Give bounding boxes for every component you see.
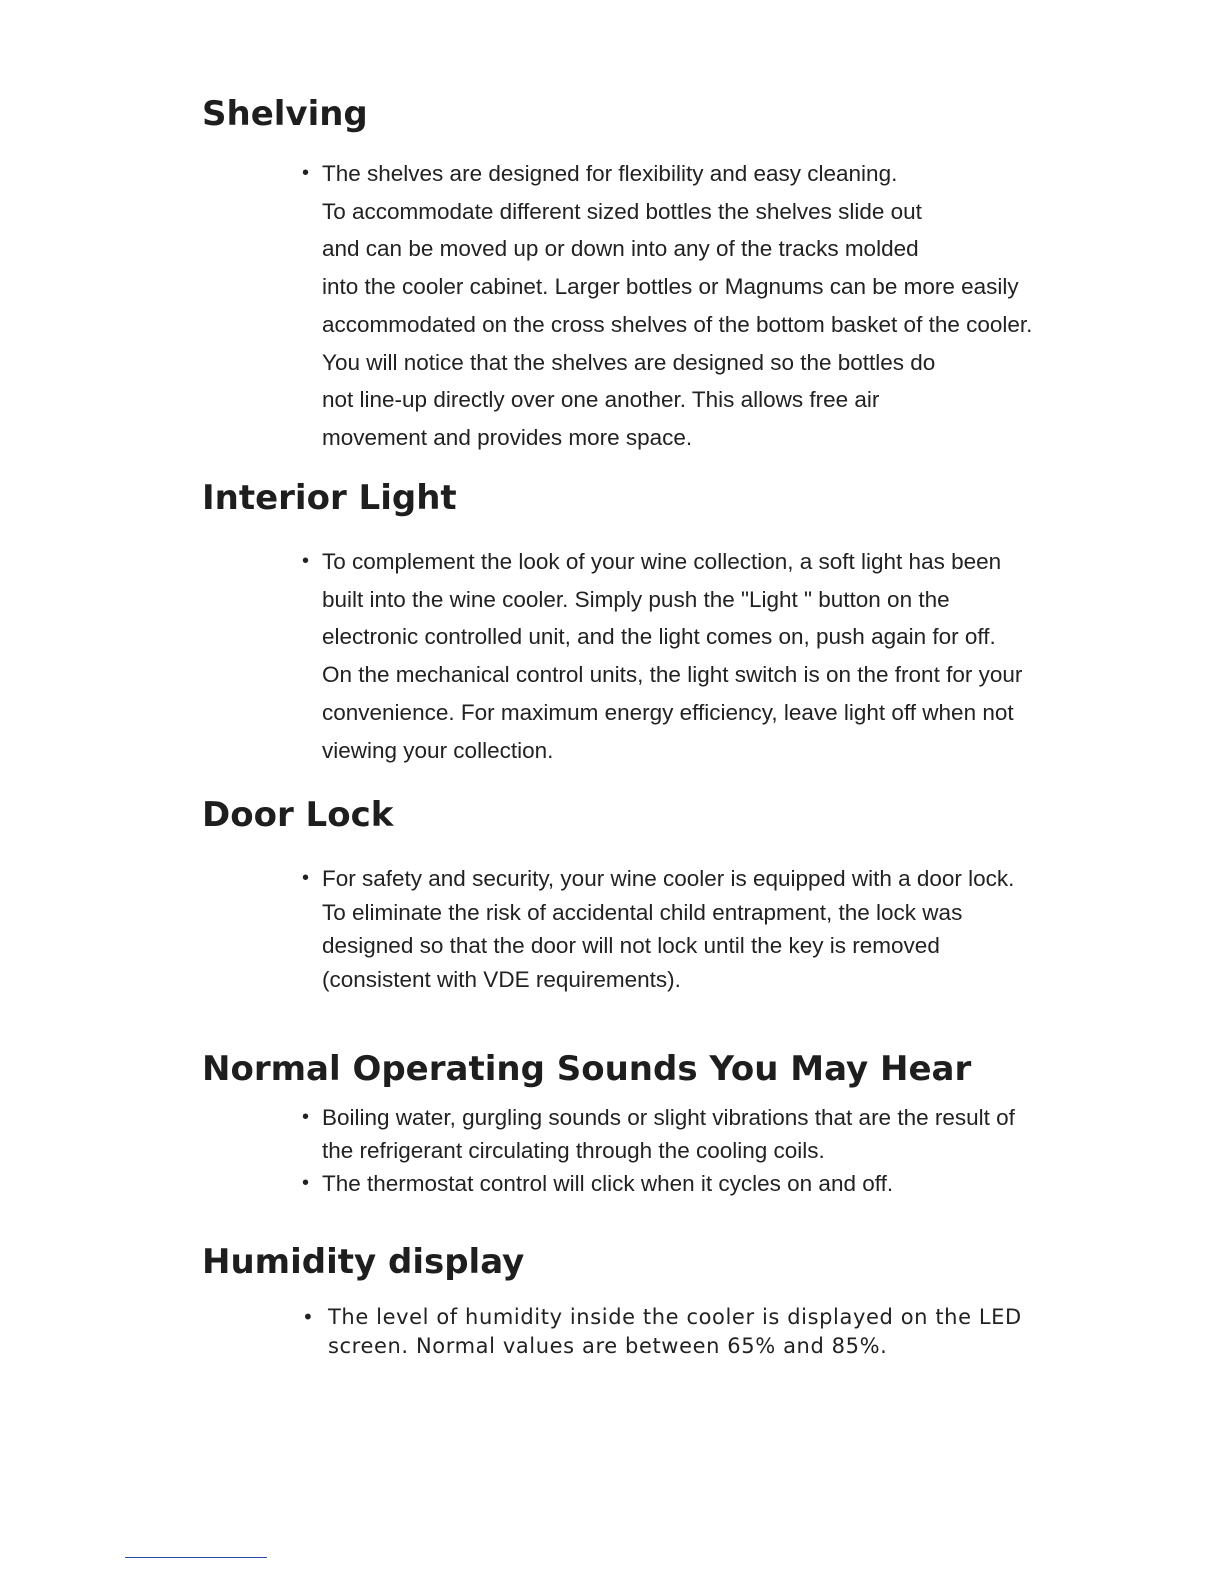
interior-light-bullet — [302, 543, 1062, 769]
operating-sounds-content — [302, 1101, 1062, 1200]
shelving-content — [302, 155, 1062, 457]
operating-sounds-line: the refrigerant circulating through the cooling coils. — [322, 1138, 825, 1163]
operating-sounds-line: Boiling water, gurgling sounds or slight vibrations that are the result of — [322, 1105, 1015, 1130]
interior-light-line: viewing your collection. — [322, 737, 554, 763]
door-lock-line: (consistent with VDE requirements). — [322, 966, 681, 992]
interior-light-line: On the mechanical control units, the light switch is on the front for your — [322, 662, 1023, 688]
bullet-dot: • — [302, 1172, 310, 1194]
shelving-line: accommodated on the cross shelves of the bottom basket of the cooler. — [322, 311, 1033, 337]
humidity-content — [302, 1303, 1062, 1361]
shelving-line: and can be moved up or down into any of the tracks molded — [322, 236, 919, 262]
footer-rule — [125, 1557, 267, 1558]
bullet-dot: • — [302, 162, 310, 184]
humidity-line: The level of humidity inside the cooler is displayed on the LED — [328, 1305, 1022, 1329]
bullet-dot: • — [302, 867, 310, 889]
interior-light-line: built into the wine cooler. Simply push the "Light " button on the — [322, 586, 950, 612]
interior-light-line: To complement the look of your wine collection, a soft light has been — [322, 549, 1002, 574]
humidity-line: screen. Normal values are between 65% and 85%. — [328, 1334, 888, 1358]
heading-humidity-display: Humidity display — [202, 1242, 525, 1282]
heading-door-lock: Door Lock — [202, 795, 394, 835]
shelving-line: To accommodate different sized bottles the shelves slide out — [322, 198, 922, 224]
operating-sounds-bullet — [302, 1167, 1062, 1200]
bullet-dot: • — [302, 1305, 315, 1329]
heading-operating-sounds: Normal Operating Sounds You May Hear — [202, 1049, 972, 1089]
heading-shelving: Shelving — [202, 94, 368, 134]
door-lock-line: designed so that the door will not lock until the key is removed — [322, 933, 940, 958]
interior-light-content — [302, 543, 1062, 769]
humidity-bullet — [302, 1303, 1062, 1361]
bullet-dot: • — [302, 1106, 310, 1128]
interior-light-line: convenience. For maximum energy efficiency, leave light off when not — [322, 699, 1014, 725]
door-lock-content — [302, 862, 1062, 996]
interior-light-line: electronic controlled unit, and the light comes on, push again for off. — [322, 624, 996, 650]
operating-sounds-bullet — [302, 1101, 1062, 1167]
shelving-line: not line-up directly over one another. This allows free air — [322, 387, 880, 413]
bullet-dot: • — [302, 550, 310, 572]
operating-sounds-line: The thermostat control will click when it cycles on and off. — [322, 1171, 894, 1196]
shelving-line: into the cooler cabinet. Larger bottles or Magnums can be more easily — [322, 274, 1019, 300]
heading-interior-light: Interior Light — [202, 478, 457, 518]
shelving-line: movement and provides more space. — [322, 424, 693, 450]
door-lock-bullet — [302, 862, 1062, 996]
door-lock-line: For safety and security, your wine cooler is equipped with a door lock. — [322, 866, 1015, 891]
door-lock-line: To eliminate the risk of accidental child entrapment, the lock was — [322, 899, 963, 925]
shelving-bullet — [302, 155, 1062, 457]
shelving-line: You will notice that the shelves are designed so the bottles do — [322, 349, 936, 375]
shelving-line: The shelves are designed for flexibility and easy cleaning. — [322, 161, 898, 186]
